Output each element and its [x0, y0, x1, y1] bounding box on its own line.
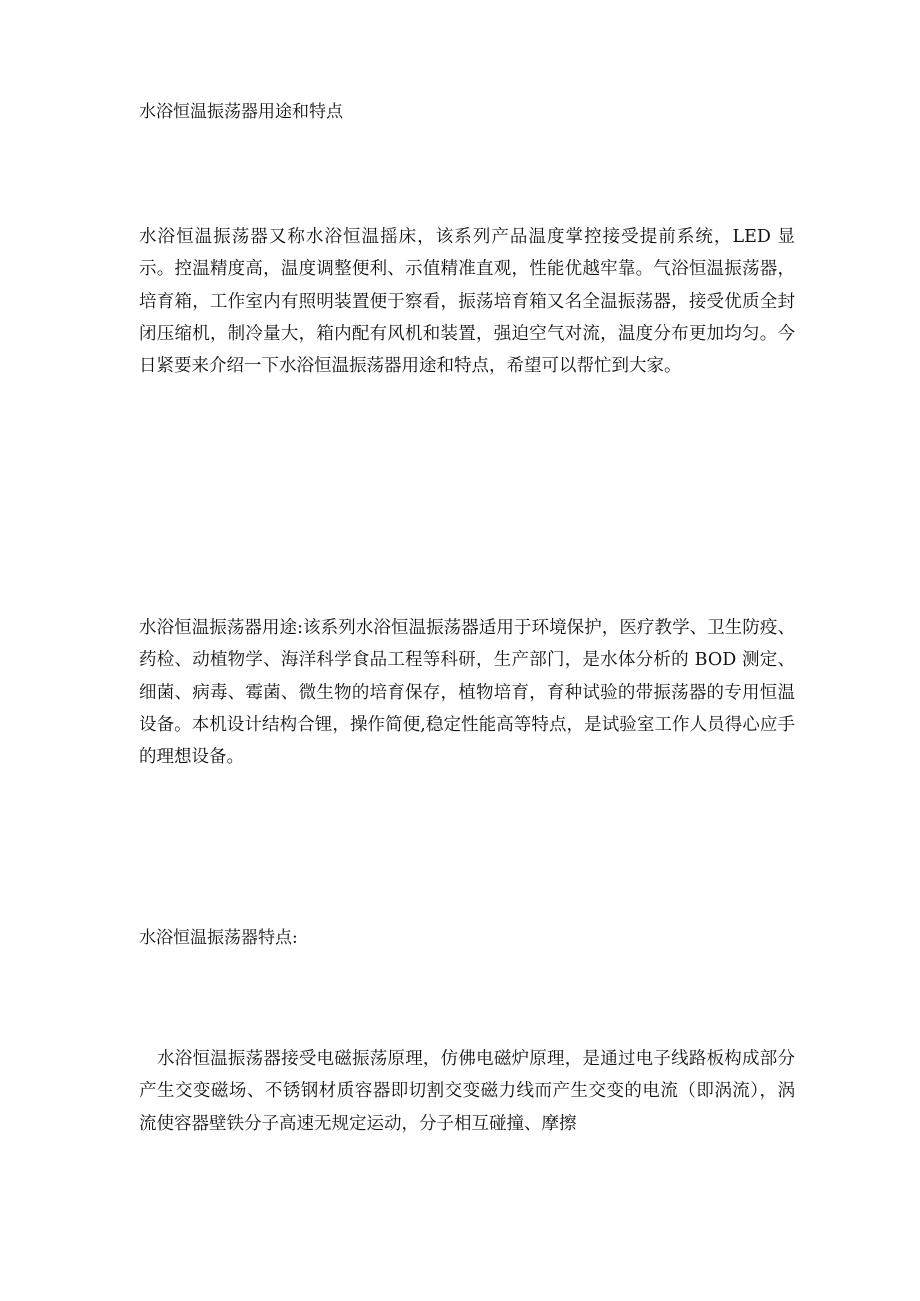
features-paragraph: 水浴恒温振荡器接受电磁振荡原理，仿佛电磁炉原理，是通过电子线路板构成部分产生交变磁场、不锈钢材质容器即切割交变磁力线而产生交变的电流（即涡流），涡流使容器壁铁分子高速无规定运动，分子相互碰撞、摩擦 [139, 1049, 795, 1134]
uses-paragraph: 水浴恒温振荡器用途:该系列水浴恒温振荡器适用于环境保护，医疗教学、卫生防疫、药检、动植物学、海洋科学食品工程等科研，生产部门，是水体分析的 BOD 测定、细菌、病毒、霉菌、微生物的培育保存，植物培育，育种试验的带振荡器的专用恒温设备。本机设计结构合锂，操作简便,稳定性能高等特点，是试验室工作人员得心应手的理想设备。 [139, 618, 795, 768]
intro-paragraph: 水浴恒温振荡器又称水浴恒温摇床，该系列产品温度掌控接受提前系统，LED 显示。控温精度高，温度调整便利、示值精准直观，性能优越牢靠。气浴恒温振荡器，培育箱，工作室内有照明装置便于察看，振荡培育箱又名全温振荡器，接受优质全封闭压缩机，制冷量大，箱内配有风机和装置，强迫空气对流，温度分布更加均匀。今日紧要来介绍一下水浴恒温振荡器用途和特点，希望可以帮忙到大家。 [139, 227, 795, 377]
features-heading: 水浴恒温振荡器特点: [139, 928, 298, 948]
document-title: 水浴恒温振荡器用途和特点 [139, 102, 343, 122]
